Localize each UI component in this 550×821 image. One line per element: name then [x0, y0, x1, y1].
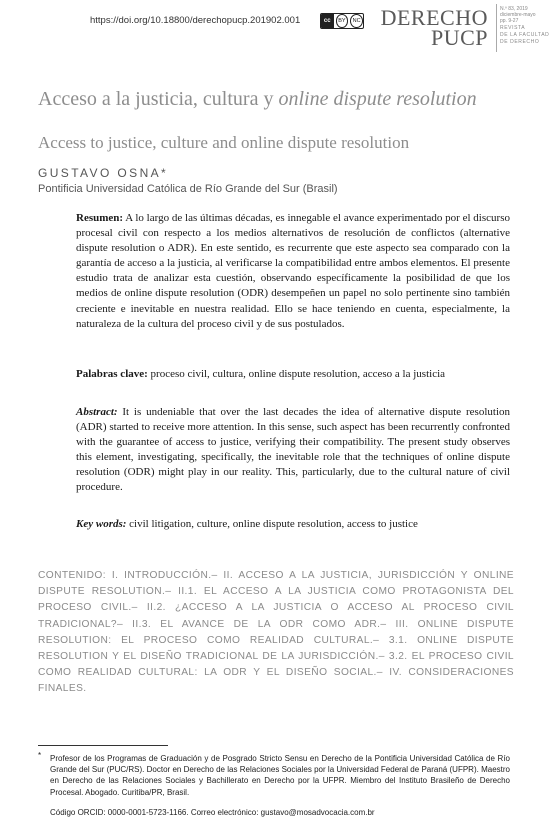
- journal-logo: [372, 5, 488, 50]
- journal-name-line2: PUCP: [430, 25, 488, 50]
- resumen-paragraph: [76, 211, 510, 332]
- cc-license-badge: [320, 13, 364, 29]
- author-name: GUSTAVO OSNA*: [38, 166, 169, 180]
- title-english: Access to justice, culture and online dispute resolution: [38, 133, 410, 152]
- doi-link[interactable]: https://doi.org/10.18800/derechopucp.201902.001: [90, 15, 301, 26]
- keywords-text: civil litigation, culture, online dispute resolution, access to justice: [129, 518, 418, 530]
- title-spanish-italic: online dispute resolution: [278, 88, 477, 110]
- palabras-clave-label: Palabras clave:: [76, 368, 148, 380]
- journal-sub1: REVISTA: [500, 25, 526, 31]
- issue-date: diciembre-mayo: [500, 12, 536, 18]
- orcid-contact: Código ORCID: 0000-0001-5723-1166. Correo electrónico: gustavo@mosadvocacia.com.br: [50, 808, 375, 817]
- abstract-paragraph: [76, 405, 510, 496]
- table-of-contents: CONTENIDO: I. INTRODUCCIÓN.– II. ACCESO A LA JUSTICIA, JURISDICCIÓN Y ONLINE DISPUTE RESOLUTION.– II.1. EL ACCESO A LA JUSTICIA COMO PROTAGONISTA DEL PROCESO CIVIL.– II.2. ¿ACCESO A LA JUSTICIA O ACCESO AL PROCESO CIVIL TRADICIONAL?– II.3. EL AVANCE DE LA ODR COMO ADR.– III. ONLINE DISPUTE RESOLUTION: EL PROCESO COMO REALIDAD CULTURAL.– 3.1. ONLINE DISPUTE RESOLUTION Y EL DISEÑO TRADICIONAL DE LA JURISDICCIÓN.– 3.2. EL PROCESO CIVIL COMO REALIDAD CULTURAL: LA ODR Y EL DISEÑO SOCIAL.– IV. CONSIDERACIONES FINALES.: [38, 570, 514, 695]
- issue-meta: [500, 6, 550, 45]
- nc-icon: NC: [350, 14, 363, 28]
- palabras-clave-text: proceso civil, cultura, online dispute resolution, acceso a la justicia: [150, 368, 446, 380]
- journal-sub3: DE DERECHO: [500, 39, 540, 45]
- by-icon: BY: [336, 14, 349, 28]
- keywords-label: Key words:: [76, 518, 127, 530]
- abstract-text: It is undeniable that over the last decades the idea of alternative dispute resolution (ADR) started to receive more attention. In this sense, such aspect has been recurrently confronted with the guarantee of access to justice, verifying their compatibility. The present study observes this element, investigating, specifically, the inevitable role that the techniques of online dispute resolution (ODR) might play in our reality. This, particularly, due to the cultural nature of civil procedure.: [76, 406, 510, 494]
- abstract-label: Abstract:: [76, 406, 118, 418]
- palabras-clave-paragraph: [76, 367, 510, 382]
- journal-sub2: DE LA FACULTAD: [500, 32, 550, 38]
- cc-icon: cc: [321, 14, 334, 28]
- footnote-marker: *: [38, 751, 42, 760]
- footnote-divider: [38, 745, 168, 746]
- title-spanish: [38, 90, 518, 109]
- header-divider: [496, 4, 497, 52]
- author-affiliation: Pontificia Universidad Católica de Río Grande del Sur (Brasil): [38, 183, 338, 195]
- title-spanish-plain: Acceso a la justicia, cultura y: [38, 88, 279, 110]
- issue-number: N.º 83, 2019: [500, 6, 528, 12]
- keywords-paragraph: [76, 517, 510, 532]
- issue-pages: pp. 9-27: [500, 18, 519, 24]
- author-footnote: Profesor de los Programas de Graduación y de Posgrado Stricto Sensu en Derecho de la Pontificia Universidad Católica de Río Grande del Sur (PUC/RS). Doctor en Derecho de las Relaciones Sociales por la Universidad Federal de Paraná (UFPR). Maestro en Derecho de las Relaciones Sociales y Bachillerato en Derecho por la UFPR. Miembro del Instituto Brasileño de Derecho Procesal. Abogado. Curitiba/PR, Brasil.: [50, 754, 510, 797]
- resumen-label: Resumen:: [76, 212, 124, 224]
- resumen-text: A lo largo de las últimas décadas, es innegable el avance experimentado por el discurso procesal civil con respecto a los medios alternativos de resolución de conflictos (alternative dispute resolution o ADR). En este sentido, es recurrente que este aspecto sea comparado con la garantía de acceso a la justicia, al verificarse la compatibilidad entre ambos elementos. El presente estudio trata de analizar esta cuestión, observando específicamente la posibilidad de que los medios de online dispute resolution (ODR) desempeñen un papel no solo pertinente sino también creciente e inevitable en nuestra realidad. Ello se hace teniendo en cuenta, especialmente, la naturaleza de la cultura del proceso civil y de sus postulados.: [76, 212, 510, 330]
- journal-name-line1: DERECHO: [380, 5, 488, 30]
